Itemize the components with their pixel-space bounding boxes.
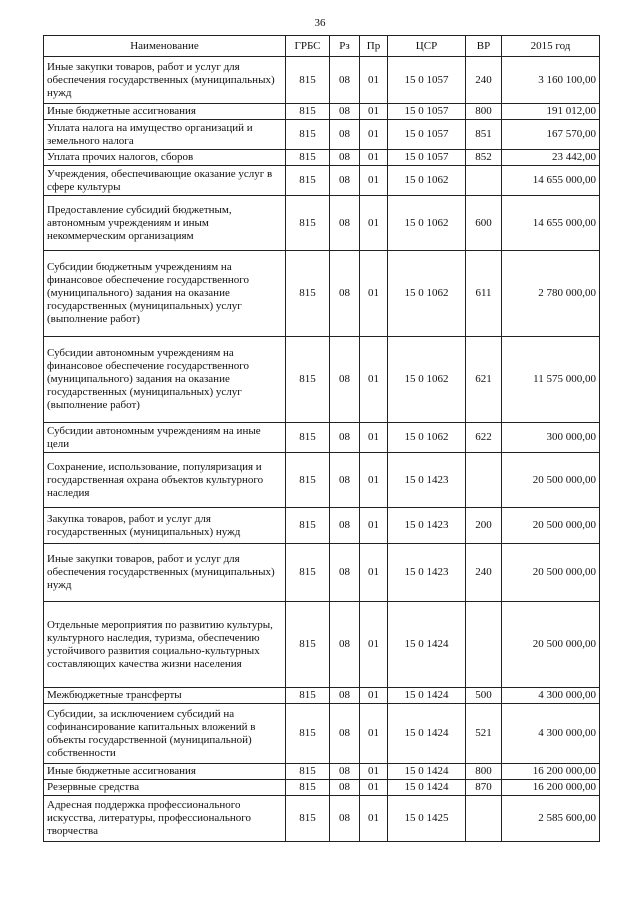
row-pr: 01 — [360, 780, 388, 796]
row-amount: 4 300 000,00 — [502, 688, 600, 704]
row-csr: 15 0 1424 — [388, 704, 466, 764]
row-name: Адресная поддержка профессионального искусства, литературы, профессионального творчества — [44, 796, 286, 842]
row-grbs: 815 — [286, 150, 330, 166]
row-name: Резервные средства — [44, 780, 286, 796]
row-pr: 01 — [360, 166, 388, 196]
row-pr: 01 — [360, 508, 388, 544]
row-pr: 01 — [360, 688, 388, 704]
row-rz: 08 — [330, 423, 360, 453]
row-csr: 15 0 1424 — [388, 780, 466, 796]
row-pr: 01 — [360, 337, 388, 423]
row-amount: 167 570,00 — [502, 120, 600, 150]
row-pr: 01 — [360, 602, 388, 688]
row-name: Субсидии бюджетным учреждениям на финансовое обеспечение государственного (муниципального) задания на оказание государственных (муниципальных) услуг (выполнение работ) — [44, 251, 286, 337]
row-vr: 800 — [466, 764, 502, 780]
row-vr: 870 — [466, 780, 502, 796]
row-name: Учреждения, обеспечивающие оказание услуг в сфере культуры — [44, 166, 286, 196]
table-row — [44, 120, 600, 150]
row-amount: 300 000,00 — [502, 423, 600, 453]
row-rz: 08 — [330, 688, 360, 704]
row-grbs: 815 — [286, 780, 330, 796]
row-pr: 01 — [360, 544, 388, 602]
row-amount: 20 500 000,00 — [502, 602, 600, 688]
row-rz: 08 — [330, 780, 360, 796]
row-grbs: 815 — [286, 508, 330, 544]
row-vr: 800 — [466, 104, 502, 120]
row-pr: 01 — [360, 150, 388, 166]
row-vr — [466, 602, 502, 688]
header-name: Наименование — [44, 36, 286, 57]
row-pr: 01 — [360, 704, 388, 764]
row-csr: 15 0 1423 — [388, 508, 466, 544]
row-amount: 23 442,00 — [502, 150, 600, 166]
row-grbs: 815 — [286, 602, 330, 688]
table-row — [44, 150, 600, 166]
row-name: Иные закупки товаров, работ и услуг для обеспечения государственных (муниципальных) нужд — [44, 544, 286, 602]
row-rz: 08 — [330, 764, 360, 780]
row-pr: 01 — [360, 764, 388, 780]
row-name: Субсидии автономным учреждениям на финансовое обеспечение государственного (муниципального) задания на оказание государственных (муниципальных) услуг (выполнение работ) — [44, 337, 286, 423]
row-csr: 15 0 1062 — [388, 337, 466, 423]
row-amount: 20 500 000,00 — [502, 508, 600, 544]
row-grbs: 815 — [286, 57, 330, 104]
row-rz: 08 — [330, 166, 360, 196]
header-row — [44, 36, 600, 57]
row-pr: 01 — [360, 120, 388, 150]
table-row — [44, 251, 600, 337]
row-vr: 611 — [466, 251, 502, 337]
row-grbs: 815 — [286, 688, 330, 704]
row-csr: 15 0 1057 — [388, 120, 466, 150]
row-grbs: 815 — [286, 251, 330, 337]
row-name: Уплата налога на имущество организаций и земельного налога — [44, 120, 286, 150]
row-vr: 521 — [466, 704, 502, 764]
row-amount: 2 585 600,00 — [502, 796, 600, 842]
table-row — [44, 602, 600, 688]
table-row — [44, 104, 600, 120]
row-name: Отдельные мероприятия по развитию культуры, культурного наследия, туризма, обеспечению устойчивого развития социально-культурных составляющих качества жизни населения — [44, 602, 286, 688]
row-vr: 622 — [466, 423, 502, 453]
row-pr: 01 — [360, 251, 388, 337]
row-amount: 191 012,00 — [502, 104, 600, 120]
table-row — [44, 764, 600, 780]
row-grbs: 815 — [286, 196, 330, 251]
row-vr: 200 — [466, 508, 502, 544]
table-row — [44, 57, 600, 104]
row-grbs: 815 — [286, 337, 330, 423]
table-row — [44, 196, 600, 251]
row-pr: 01 — [360, 57, 388, 104]
row-vr: 500 — [466, 688, 502, 704]
row-name: Субсидии, за исключением субсидий на софинансирование капитальных вложений в объекты государственной (муниципальной) собственности — [44, 704, 286, 764]
row-rz: 08 — [330, 104, 360, 120]
table-row — [44, 508, 600, 544]
table-row — [44, 688, 600, 704]
row-grbs: 815 — [286, 120, 330, 150]
row-pr: 01 — [360, 796, 388, 842]
row-rz: 08 — [330, 251, 360, 337]
budget-table — [43, 35, 600, 842]
header-2015: 2015 год — [502, 36, 600, 57]
row-vr: 852 — [466, 150, 502, 166]
row-rz: 08 — [330, 602, 360, 688]
row-vr — [466, 166, 502, 196]
header-csr: ЦСР — [388, 36, 466, 57]
row-rz: 08 — [330, 796, 360, 842]
row-csr: 15 0 1062 — [388, 166, 466, 196]
row-grbs: 815 — [286, 423, 330, 453]
row-csr: 15 0 1425 — [388, 796, 466, 842]
row-rz: 08 — [330, 704, 360, 764]
row-amount: 20 500 000,00 — [502, 453, 600, 508]
row-grbs: 815 — [286, 453, 330, 508]
row-vr — [466, 796, 502, 842]
row-grbs: 815 — [286, 544, 330, 602]
row-rz: 08 — [330, 508, 360, 544]
row-vr: 621 — [466, 337, 502, 423]
row-name: Иные бюджетные ассигнования — [44, 104, 286, 120]
header-grbs: ГРБС — [286, 36, 330, 57]
row-name: Сохранение, использование, популяризация и государственная охрана объектов культурного наследия — [44, 453, 286, 508]
row-grbs: 815 — [286, 166, 330, 196]
row-vr: 240 — [466, 57, 502, 104]
row-name: Иные бюджетные ассигнования — [44, 764, 286, 780]
row-pr: 01 — [360, 104, 388, 120]
row-csr: 15 0 1424 — [388, 602, 466, 688]
row-csr: 15 0 1423 — [388, 544, 466, 602]
header-vr: ВР — [466, 36, 502, 57]
page-number: 36 — [314, 17, 326, 29]
row-pr: 01 — [360, 453, 388, 508]
row-vr: 600 — [466, 196, 502, 251]
table-row — [44, 337, 600, 423]
row-pr: 01 — [360, 423, 388, 453]
row-grbs: 815 — [286, 764, 330, 780]
row-csr: 15 0 1057 — [388, 150, 466, 166]
row-name: Межбюджетные трансферты — [44, 688, 286, 704]
row-rz: 08 — [330, 120, 360, 150]
row-amount: 20 500 000,00 — [502, 544, 600, 602]
row-csr: 15 0 1062 — [388, 251, 466, 337]
row-csr: 15 0 1423 — [388, 453, 466, 508]
row-name: Субсидии автономным учреждениям на иные цели — [44, 423, 286, 453]
row-grbs: 815 — [286, 704, 330, 764]
row-amount: 16 200 000,00 — [502, 764, 600, 780]
table-row — [44, 423, 600, 453]
table-row — [44, 796, 600, 842]
row-amount: 4 300 000,00 — [502, 704, 600, 764]
row-rz: 08 — [330, 150, 360, 166]
table-row — [44, 780, 600, 796]
row-csr: 15 0 1062 — [388, 196, 466, 251]
row-amount: 11 575 000,00 — [502, 337, 600, 423]
row-amount: 16 200 000,00 — [502, 780, 600, 796]
row-amount: 14 655 000,00 — [502, 196, 600, 251]
row-rz: 08 — [330, 544, 360, 602]
row-pr: 01 — [360, 196, 388, 251]
row-csr: 15 0 1424 — [388, 764, 466, 780]
row-name: Закупка товаров, работ и услуг для государственных (муниципальных) нужд — [44, 508, 286, 544]
row-rz: 08 — [330, 57, 360, 104]
row-grbs: 815 — [286, 104, 330, 120]
row-csr: 15 0 1057 — [388, 57, 466, 104]
row-name: Уплата прочих налогов, сборов — [44, 150, 286, 166]
row-vr — [466, 453, 502, 508]
row-rz: 08 — [330, 337, 360, 423]
row-csr: 15 0 1057 — [388, 104, 466, 120]
row-amount: 2 780 000,00 — [502, 251, 600, 337]
row-amount: 3 160 100,00 — [502, 57, 600, 104]
row-rz: 08 — [330, 196, 360, 251]
row-name: Иные закупки товаров, работ и услуг для обеспечения государственных (муниципальных) нужд — [44, 57, 286, 104]
row-csr: 15 0 1062 — [388, 423, 466, 453]
row-vr: 240 — [466, 544, 502, 602]
header-pr: Пр — [360, 36, 388, 57]
header-rz: Рз — [330, 36, 360, 57]
row-grbs: 815 — [286, 796, 330, 842]
row-name: Предоставление субсидий бюджетным, автономным учреждениям и иным некоммерческим организациям — [44, 196, 286, 251]
row-rz: 08 — [330, 453, 360, 508]
table-row — [44, 704, 600, 764]
table-row — [44, 544, 600, 602]
table-row — [44, 166, 600, 196]
row-vr: 851 — [466, 120, 502, 150]
row-csr: 15 0 1424 — [388, 688, 466, 704]
row-amount: 14 655 000,00 — [502, 166, 600, 196]
table-row — [44, 453, 600, 508]
